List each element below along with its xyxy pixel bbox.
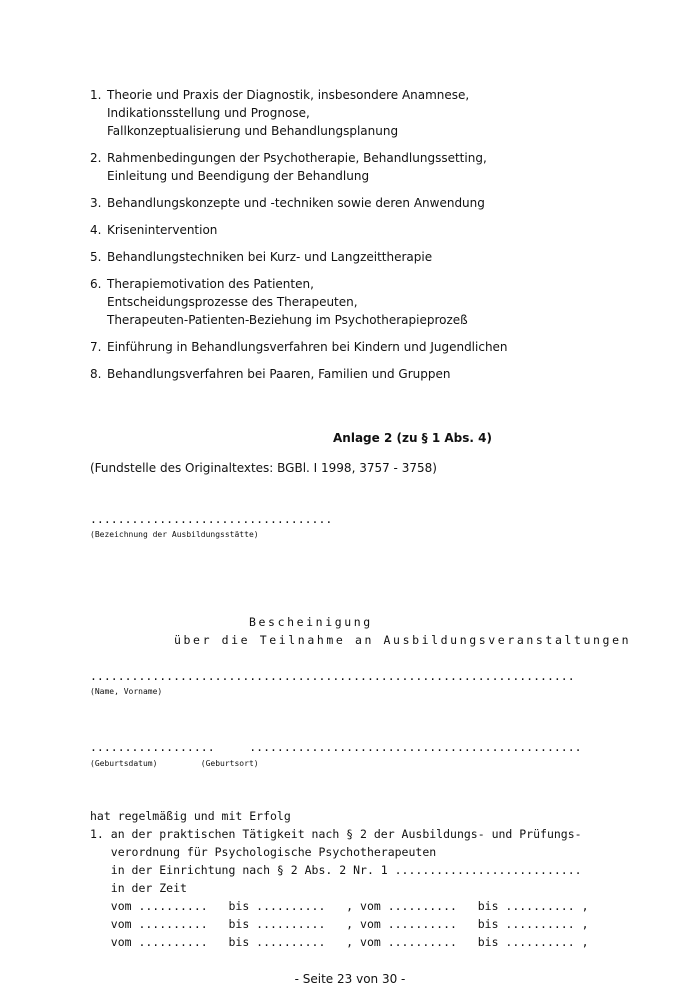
- list-item: [90, 149, 650, 185]
- item-text: Behandlungsverfahren bei Paaren, Familien und Gruppen: [107, 367, 451, 381]
- intro-text: hat regelmäßig und mit Erfolg: [90, 809, 291, 823]
- item-number: 6.: [90, 277, 102, 291]
- item-text: Therapiemotivation des Patienten, Entscheidungsprozesse des Therapeuten, Therapeuten-Patienten-Beziehung im Psychotherapieprozeß: [107, 277, 468, 327]
- anlage-heading: Anlage 2 (zu § 1 Abs. 4): [333, 431, 492, 445]
- list-item: [90, 194, 650, 212]
- item-number: 1.: [90, 88, 102, 102]
- name-line: ......................................................................: [90, 669, 575, 683]
- item-text: Rahmenbedingungen der Psychotherapie, Behandlungssetting, Einleitung und Beendigung der Behandlung: [107, 151, 487, 183]
- birth-labels: (Geburtsdatum) (Geburtsort): [90, 759, 259, 768]
- page-footer: - Seite 23 von 30 -: [294, 972, 406, 986]
- source-reference: (Fundstelle des Originaltextes: BGBl. I 1998, 3757 - 3758): [90, 461, 437, 475]
- name-label: (Name, Vorname): [90, 687, 163, 696]
- item-text: Krisenintervention: [107, 223, 218, 237]
- birth-line: .................. ................................................: [90, 740, 582, 754]
- item-1-block: 1. an der praktischen Tätigkeit nach § 2 der Ausbildungs- und Prüfungs- verordnung für Psychologische Psychotherapeuten in der Einrichtung nach § 2 Abs. 2 Nr. 1 ........................... in der Zeit vom .......... bis .......... , vom .......... bis .......... , vom .......... bis .......... , vom .......... bis .......... , vom .......... bis .......... , vom .......... bis .......... ,: [90, 827, 589, 949]
- list-item: [90, 86, 650, 140]
- list-item: [90, 248, 650, 266]
- item-text: Einführung in Behandlungsverfahren bei Kindern und Jugendlichen: [107, 340, 508, 354]
- list-item: [90, 221, 650, 239]
- item-number: 8.: [90, 367, 102, 381]
- institution-label: (Bezeichnung der Ausbildungsstätte): [90, 530, 259, 539]
- list-item: [90, 275, 650, 329]
- item-number: 2.: [90, 151, 102, 165]
- item-number: 7.: [90, 340, 102, 354]
- item-text: Theorie und Praxis der Diagnostik, insbesondere Anamnese, Indikationsstellung und Prognose, Fallkonzeptualisierung und Behandlungsplanung: [107, 88, 470, 138]
- item-number: 5.: [90, 250, 102, 264]
- certificate-subtitle: über die Teilnahme an Ausbildungsveranstaltungen: [174, 633, 632, 647]
- item-text: Behandlungstechniken bei Kurz- und Langzeittherapie: [107, 250, 433, 264]
- list-item: [90, 338, 650, 356]
- institution-line: ...................................: [90, 512, 333, 526]
- topics-list: [90, 86, 650, 392]
- certificate-title: Bescheinigung: [249, 615, 373, 629]
- item-text: Behandlungskonzepte und -techniken sowie deren Anwendung: [107, 196, 485, 210]
- list-item: [90, 365, 650, 383]
- item-number: 3.: [90, 196, 102, 210]
- item-number: 4.: [90, 223, 102, 237]
